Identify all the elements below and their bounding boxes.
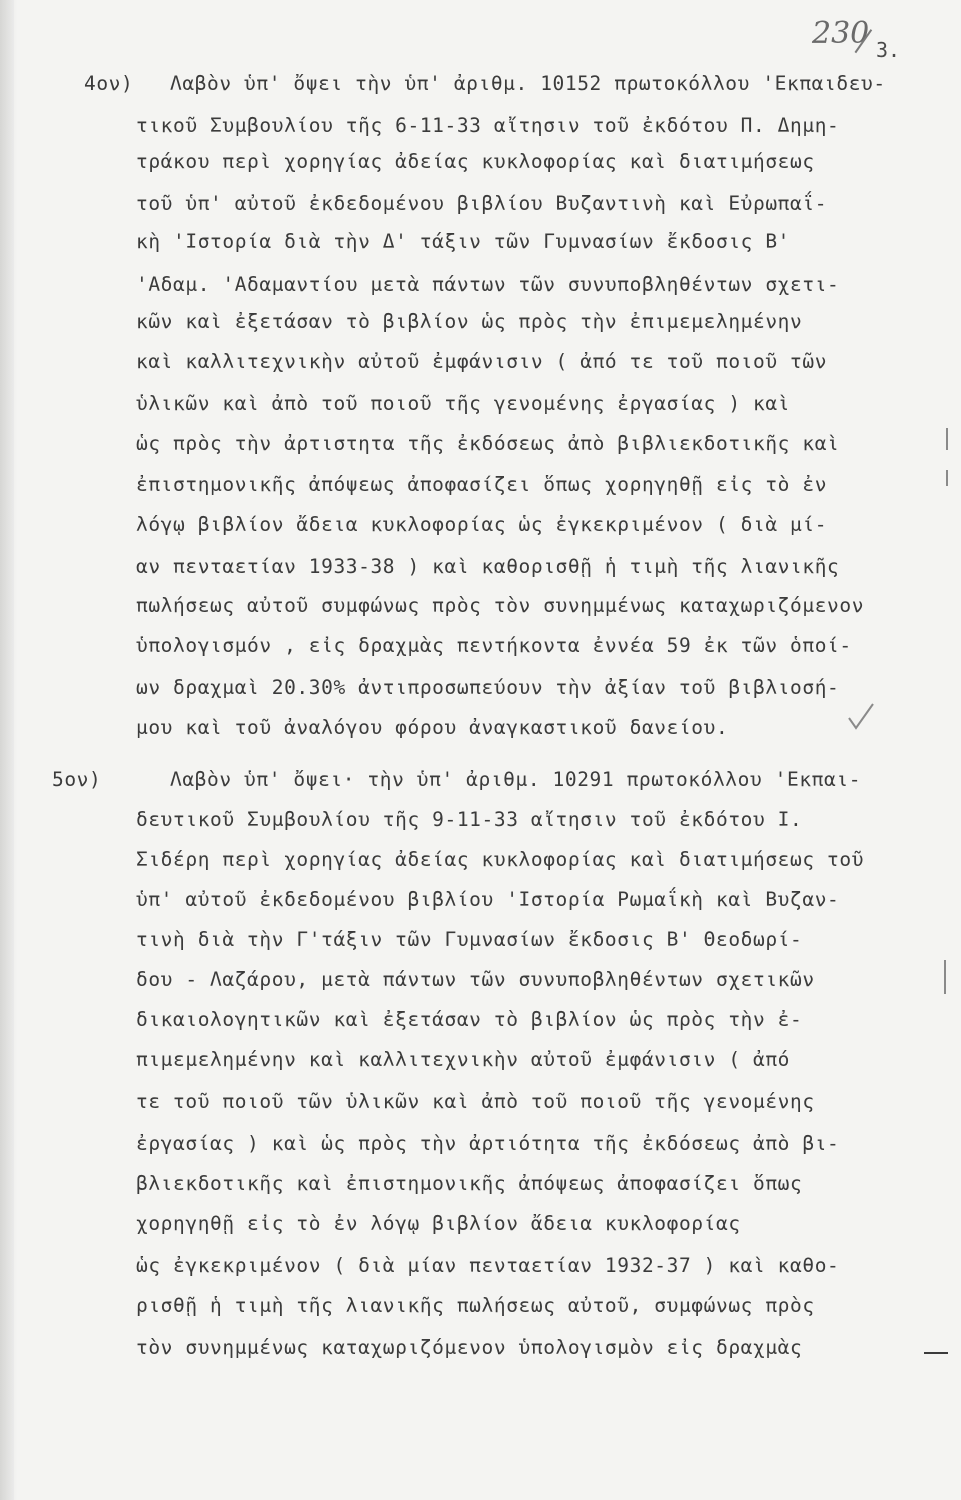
text-line: Λαβὸν ὑπ' ὄψει· τὴν ὑπ' ἀριθμ. 10291 πρωτοκόλλου 'Εκπαι- (170, 768, 862, 791)
text-line: τράκου περὶ χορηγίας ἀδείας κυκλοφορίας καὶ διατιμήσεως (136, 150, 815, 173)
text-line: τικοῦ Συμβουλίου τῆς 6-11-33 αἴτησιν τοῦ ἐκδότου Π. Δημη- (136, 114, 840, 137)
text-line: ὑπ' αὐτοῦ ἐκδεδομένου βιβλίου 'Ιστορία Ρωμαΐκὴ καὶ Βυζαν- (136, 888, 840, 911)
margin-mark (946, 470, 948, 486)
text-line: μου καὶ τοῦ ἀναλόγου φόρου ἀναγκαστικοῦ δανείου. (136, 716, 729, 739)
text-line: δου - Λαζάρου, μετὰ πάντων τῶν συνυποβληθέντων σχετικῶν (136, 968, 815, 991)
text-line: κὴ 'Ιστορία διὰ τὴν Δ' τάξιν τῶν Γυμνασίων ἔκδοσις Β' (136, 230, 791, 253)
item-marker-5: 5ον) (52, 768, 102, 791)
text-line: αν πενταετίαν 1933-38 ) καὶ καθορισθῇ ἡ τιμὴ τῆς λιανικῆς (136, 555, 840, 578)
text-line: Λαβὸν ὑπ' ὄψει τὴν ὑπ' ἀριθμ. 10152 πρωτοκόλλου 'Εκπαιδευ- (170, 72, 886, 95)
text-line: πιμεμελημένην καὶ καλλιτεχνικὴν αὐτοῦ ἐμφάνισιν ( ἀπό (136, 1048, 791, 1071)
text-line: ἐργασίας ) καὶ ὡς πρὸς τὴν ἀρτιότητα τῆς ἐκδόσεως ἀπὸ βι- (136, 1132, 840, 1155)
text-line: ρισθῇ ἡ τιμὴ τῆς λιανικῆς πωλήσεως αὐτοῦ, συμφώνως πρὸς (136, 1294, 815, 1317)
text-line: δικαιολογητικῶν καὶ ἐξετάσαν τὸ βιβλίον ὡς πρὸς τὴν ἐ- (136, 1008, 803, 1031)
text-line: τὸν συνημμένως καταχωριζόμενον ὑπολογισμὸν εἰς δραχμὰς (136, 1336, 803, 1359)
text-line: Σιδέρη περὶ χορηγίας ἀδείας κυκλοφορίας καὶ διατιμήσεως τοῦ (136, 848, 865, 871)
continuation-dash (924, 1352, 948, 1354)
scan-edge (0, 0, 14, 1500)
check-mark-icon (847, 702, 875, 732)
page-number: 3. (876, 38, 901, 62)
text-line: λόγῳ βιβλίον ἄδεια κυκλοφορίας ὡς ἐγκεκριμένον ( διὰ μί- (136, 513, 828, 536)
text-line: χορηγηθῇ εἰς τὸ ἐν λόγῳ βιβλίον ἄδεια κυκλοφορίας (136, 1212, 741, 1235)
item-marker-4: 4ον) (84, 72, 134, 95)
text-line: ἐπιστημονικῆς ἀπόψεως ἀποφασίζει ὅπως χορηγηθῇ εἰς τὸ ἐν (136, 473, 828, 496)
text-line: ὑπολογισμόν , εἰς δραχμὰς πεντήκοντα ἐννέα 59 ἐκ τῶν ὁποί- (136, 634, 852, 657)
handwritten-folio-number: 230 (812, 16, 870, 51)
text-line: 'Αδαμ. 'Αδαμαντίου μετὰ πάντων τῶν συνυποβληθέντων σχετι- (136, 273, 840, 296)
text-line: βλιεκδοτικῆς καὶ ἐπιστημονικῆς ἀπόψεως ἀποφασίζει ὅπως (136, 1172, 803, 1195)
text-line: ὑλικῶν καὶ ἀπὸ τοῦ ποιοῦ τῆς γενομένης ἐργασίας ) καὶ (136, 392, 791, 415)
text-line: τινὴ διὰ τὴν Γ'τάξιν τῶν Γυμνασίων ἔκδοσις Β' Θεοδωρί- (136, 928, 803, 951)
text-line: τε τοῦ ποιοῦ τῶν ὑλικῶν καὶ ἀπὸ τοῦ ποιοῦ τῆς γενομένης (136, 1090, 815, 1113)
text-line: ων δραχμαὶ 20.30% ἀντιπροσωπεύουν τὴν ἀξίαν τοῦ βιβλιοσή- (136, 676, 840, 699)
margin-mark (946, 428, 948, 450)
margin-mark (944, 960, 946, 994)
text-line: ὡς ἐγκεκριμένον ( διὰ μίαν πενταετίαν 1932-37 ) καὶ καθο- (136, 1254, 840, 1277)
text-line: πωλήσεως αὐτοῦ συμφώνως πρὸς τὸν συνημμένως καταχωριζόμενον (136, 594, 865, 617)
text-line: δευτικοῦ Συμβουλίου τῆς 9-11-33 αἴτησιν τοῦ ἐκδότου Ι. (136, 808, 803, 831)
text-line: τοῦ ὑπ' αὐτοῦ ἐκδεδομένου βιβλίου Βυζαντινὴ καὶ Εὐρωπαΐ- (136, 192, 828, 215)
text-line: καὶ καλλιτεχνικὴν αὐτοῦ ἐμφάνισιν ( ἀπό τε τοῦ ποιοῦ τῶν (136, 350, 828, 373)
text-line: κῶν καὶ ἐξετάσαν τὸ βιβλίον ὡς πρὸς τὴν ἐπιμεμελημένην (136, 310, 803, 333)
text-line: ὡς πρὸς τὴν ἀρτιστητα τῆς ἐκδόσεως ἀπὸ βιβλιεκδοτικῆς καὶ (136, 432, 840, 455)
